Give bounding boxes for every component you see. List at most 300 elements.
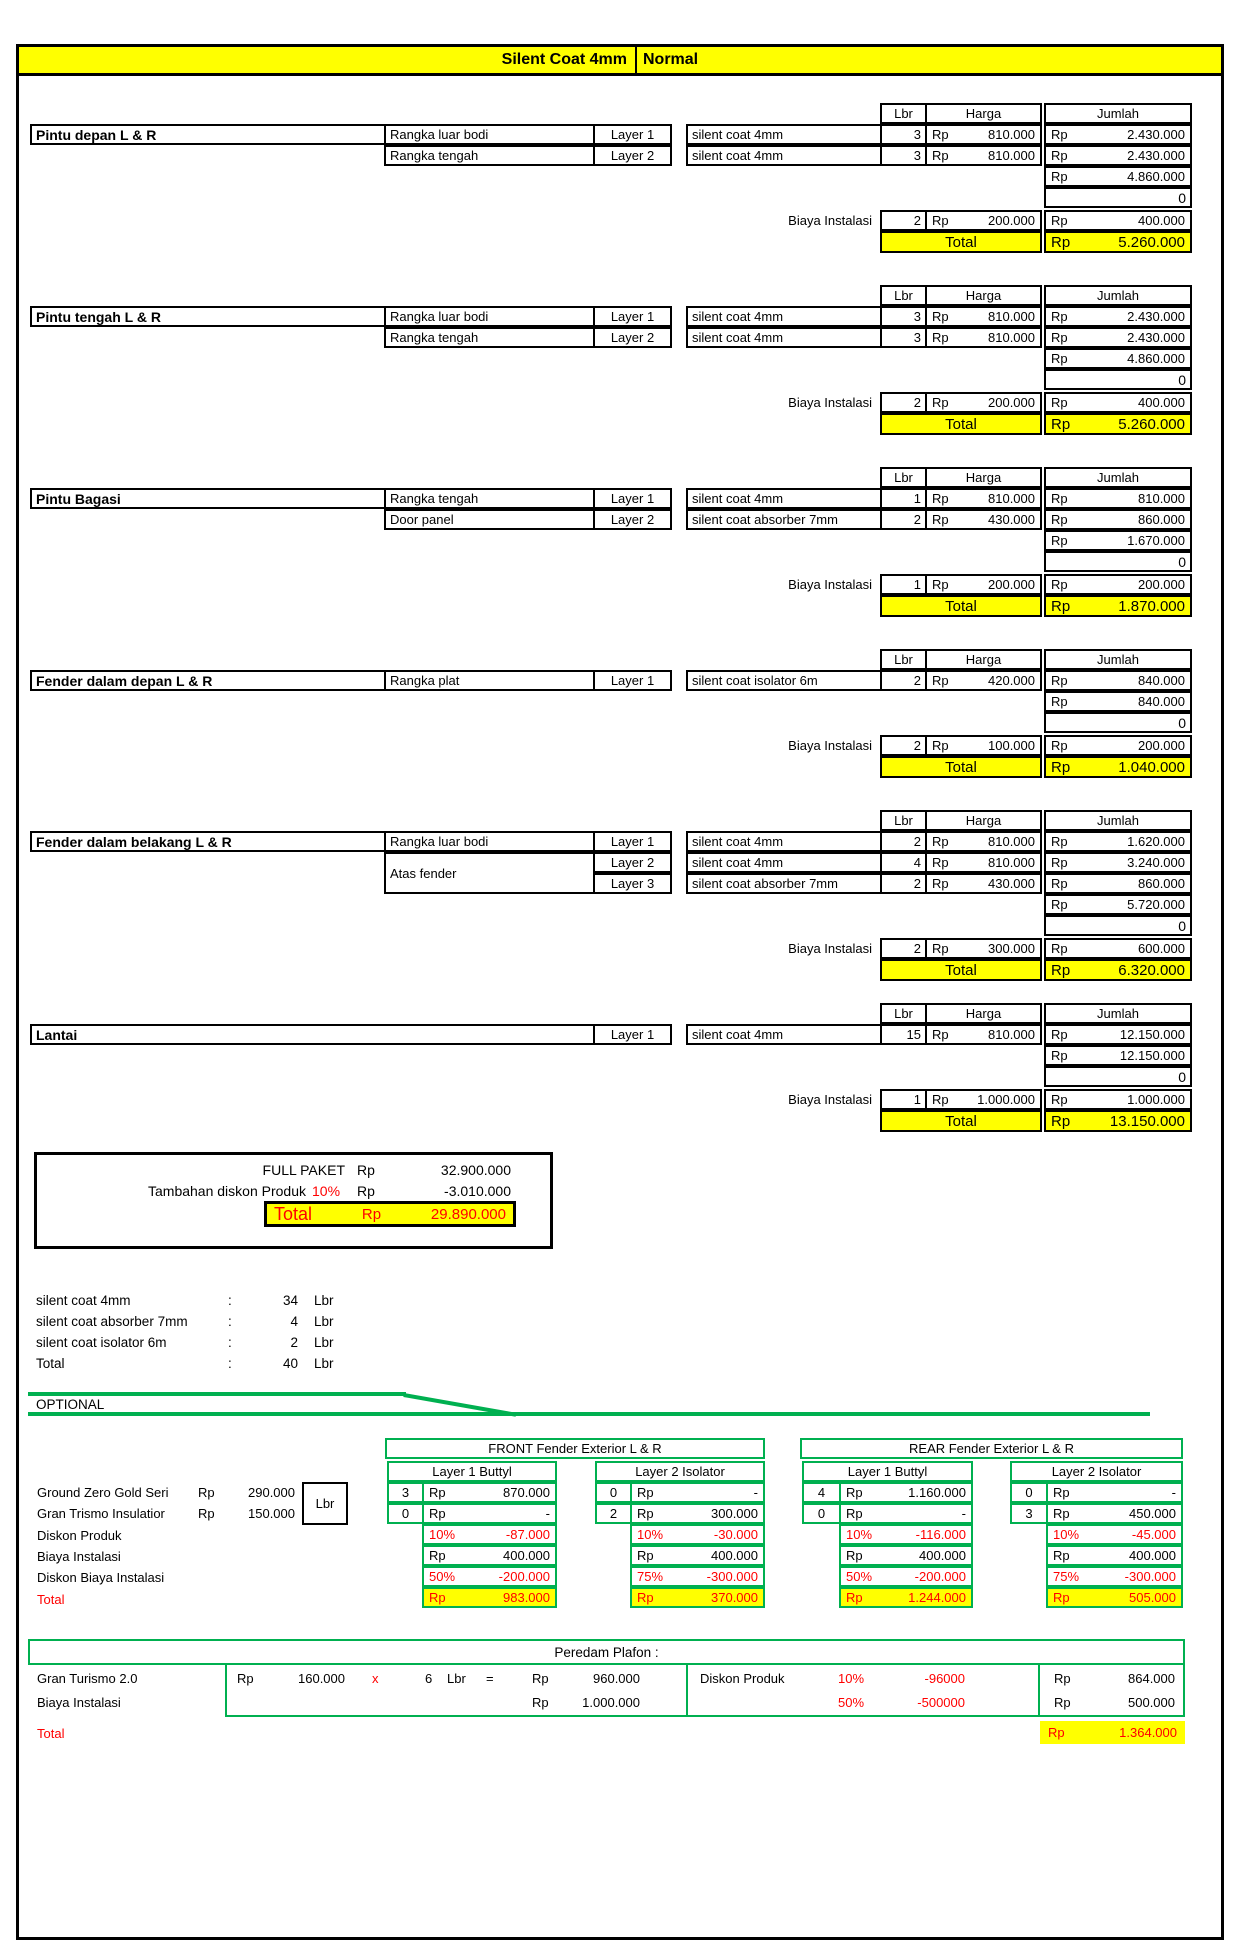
optional-column-total-cell <box>1046 1587 1183 1608</box>
plafon-currency: Rp <box>532 1694 549 1710</box>
currency-prefix: Rp <box>1051 1112 1071 1130</box>
material-qty: 2 <box>290 1335 298 1350</box>
amount-value: 200.000 <box>1138 738 1185 753</box>
plafon-multiply-sign: x <box>372 1670 379 1686</box>
item-name-cell: silent coat 4mm <box>686 124 882 145</box>
item-name-cell: silent coat isolator 6m <box>686 670 882 691</box>
currency-prefix: Rp <box>932 876 949 891</box>
section-name: Pintu depan L & R <box>30 124 386 145</box>
material-name: silent coat 4mm <box>36 1293 131 1308</box>
column-header-lbr: Lbr <box>880 649 927 670</box>
currency-prefix: Rp <box>637 1506 654 1521</box>
install-price-cell <box>925 1089 1042 1110</box>
column-header-jumlah: Jumlah <box>1044 285 1192 306</box>
layer-cell: Layer 1 <box>593 124 672 145</box>
plafon-total-value: 1.364.000 <box>1119 1725 1177 1740</box>
currency-prefix: 50% <box>429 1569 456 1584</box>
currency-prefix: 50% <box>846 1569 873 1584</box>
amount-value: 370.000 <box>711 1590 758 1605</box>
amount-value: 505.000 <box>1129 1590 1176 1605</box>
currency-prefix: 75% <box>637 1569 664 1584</box>
amount-value: 300.000 <box>711 1506 758 1521</box>
qty-cell: 2 <box>880 873 927 894</box>
plafon-install-final: 500.000 <box>1128 1694 1175 1710</box>
currency-prefix: Rp <box>1051 673 1068 688</box>
subtotal-cell <box>1044 530 1192 551</box>
column-header-harga: Harga <box>925 285 1042 306</box>
optional-item-price: 150.000 <box>248 1506 295 1521</box>
currency-prefix: Rp <box>932 738 949 753</box>
amount-value: - <box>753 1485 758 1500</box>
layer-cell: Layer 1 <box>593 831 672 852</box>
amount-cell <box>1044 670 1192 691</box>
qty-cell: 3 <box>880 124 927 145</box>
install-label: Biaya Instalasi <box>788 395 872 410</box>
optional-value-cell <box>1046 1545 1183 1566</box>
amount-value: -300.000 <box>706 1569 758 1584</box>
subtotal-cell <box>1044 691 1192 712</box>
install-label: Biaya Instalasi <box>788 738 872 753</box>
amount-value: 4.860.000 <box>1127 169 1185 184</box>
currency-prefix: Rp <box>1051 1048 1068 1063</box>
currency-prefix: Rp <box>429 1506 446 1521</box>
zero-cell: 0 <box>1044 712 1192 733</box>
amount-value: -116.000 <box>915 1527 966 1542</box>
subtotal-cell <box>1044 166 1192 187</box>
optional-value-cell <box>839 1545 973 1566</box>
amount-value: - <box>545 1506 550 1521</box>
amount-value: 1.244.000 <box>908 1590 966 1605</box>
column-header-harga: Harga <box>925 1003 1042 1024</box>
material-row <box>36 1290 334 1311</box>
install-amount-cell <box>1044 938 1192 959</box>
install-price-cell <box>925 392 1042 413</box>
optional-column-total-cell <box>630 1587 765 1608</box>
amount-value: 5.260.000 <box>1118 415 1185 433</box>
amount-value: 1.870.000 <box>1118 597 1185 615</box>
install-price-cell <box>925 735 1042 756</box>
column-header-jumlah: Jumlah <box>1044 467 1192 488</box>
price-cell <box>925 852 1042 873</box>
amount-value: 200.000 <box>1138 577 1185 592</box>
item-name-cell: silent coat 4mm <box>686 327 882 348</box>
section-name: Fender dalam depan L & R <box>30 670 386 691</box>
amount-value: 810.000 <box>988 330 1035 345</box>
material-colon: : <box>228 1293 232 1308</box>
currency-prefix: 75% <box>1053 1569 1080 1584</box>
plafon-currency: Rp <box>1054 1670 1071 1686</box>
layer-cell: Layer 2 <box>593 852 672 873</box>
price-cell <box>925 327 1042 348</box>
currency-prefix: Rp <box>1051 941 1068 956</box>
amount-value: 12.150.000 <box>1119 1048 1185 1063</box>
part-name-cell: Atas fender <box>384 852 595 894</box>
section-total-amount <box>1044 231 1192 253</box>
material-colon: : <box>228 1356 232 1371</box>
currency-prefix: Rp <box>1051 169 1068 184</box>
currency-prefix: Rp <box>932 941 949 956</box>
column-header-lbr: Lbr <box>880 810 927 831</box>
optional-value-cell <box>422 1545 557 1566</box>
amount-value: -30.000 <box>713 1527 758 1542</box>
amount-value: 810.000 <box>988 148 1035 163</box>
grand-total-box <box>264 1201 516 1227</box>
currency-prefix: Rp <box>1051 395 1068 410</box>
amount-value: -45.000 <box>1131 1527 1176 1542</box>
currency-prefix: Rp <box>932 577 949 592</box>
zero-cell: 0 <box>1044 551 1192 572</box>
subtotal-cell <box>1044 348 1192 369</box>
material-unit: Lbr <box>314 1293 334 1308</box>
part-name-cell: Rangka tengah <box>384 145 595 166</box>
optional-value-cell <box>839 1482 973 1503</box>
amount-value: 5.720.000 <box>1127 897 1185 912</box>
plafon-currency: Rp <box>532 1670 549 1686</box>
currency-prefix: Rp <box>932 213 949 228</box>
currency-prefix: Rp <box>1051 309 1068 324</box>
currency-prefix: Rp <box>429 1485 446 1500</box>
column-header-harga: Harga <box>925 467 1042 488</box>
amount-value: 4.860.000 <box>1127 351 1185 366</box>
install-amount-cell <box>1044 392 1192 413</box>
currency-prefix: 10% <box>846 1527 873 1542</box>
optional-value-cell <box>839 1524 973 1545</box>
section-total-label: Total <box>880 959 1042 981</box>
amount-value: 300.000 <box>988 941 1035 956</box>
currency-prefix: Rp <box>1051 758 1071 776</box>
qty-cell: 2 <box>880 670 927 691</box>
amount-value: 400.000 <box>1138 213 1185 228</box>
amount-value: 983.000 <box>503 1590 550 1605</box>
currency-prefix: Rp <box>1051 127 1068 142</box>
currency-prefix: 10% <box>1053 1527 1080 1542</box>
currency-prefix: Rp <box>1051 876 1068 891</box>
section-name: Lantai <box>30 1024 595 1045</box>
plafon-title: Peredam Plafon : <box>28 1639 1185 1665</box>
column-header-jumlah: Jumlah <box>1044 1003 1192 1024</box>
install-label: Biaya Instalasi <box>788 213 872 228</box>
material-qty: 34 <box>282 1293 298 1308</box>
layer-column-title: Layer 1 Buttyl <box>387 1461 557 1482</box>
section-total-label: Total <box>880 756 1042 778</box>
amount-value: 1.670.000 <box>1127 533 1185 548</box>
currency-prefix: Rp <box>1051 694 1068 709</box>
currency-prefix: Rp <box>1051 351 1068 366</box>
plafon-item-label: Gran Turismo 2.0 <box>37 1670 138 1686</box>
item-name-cell: silent coat 4mm <box>686 831 882 852</box>
install-qty-cell: 1 <box>880 574 927 595</box>
amount-value: -200.000 <box>914 1569 966 1584</box>
install-label: Biaya Instalasi <box>788 941 872 956</box>
currency-prefix: Rp <box>1053 1506 1070 1521</box>
currency-prefix: 10% <box>429 1527 456 1542</box>
currency-prefix: Rp <box>1051 597 1071 615</box>
amount-value: 420.000 <box>988 673 1035 688</box>
plafon-discount-percent: 10% <box>838 1670 865 1686</box>
material-qty: 4 <box>290 1314 298 1329</box>
amount-value: 200.000 <box>988 577 1035 592</box>
section-total-label: Total <box>880 595 1042 617</box>
amount-value: -200.000 <box>498 1569 550 1584</box>
optional-item-currency: Rp <box>198 1506 215 1521</box>
column-header-lbr: Lbr <box>880 103 927 124</box>
amount-value: 810.000 <box>1138 491 1185 506</box>
amount-value: 450.000 <box>1129 1506 1176 1521</box>
optional-column-total-cell <box>839 1587 973 1608</box>
discount-label: Tambahan diskon Produk <box>148 1183 306 1199</box>
fender-table-title: FRONT Fender Exterior L & R <box>385 1438 765 1459</box>
material-row <box>36 1311 334 1332</box>
currency-prefix: Rp <box>1051 1027 1068 1042</box>
plafon-total-currency: Rp <box>1048 1725 1065 1740</box>
amount-value: 200.000 <box>988 395 1035 410</box>
price-cell <box>925 873 1042 894</box>
material-unit: Lbr <box>314 1356 334 1371</box>
currency-prefix: Rp <box>1051 1092 1068 1107</box>
zero-cell: 0 <box>1044 187 1192 208</box>
section-total-amount <box>1044 959 1192 981</box>
currency-prefix: Rp <box>932 673 949 688</box>
amount-value: 1.000.000 <box>977 1092 1035 1107</box>
amount-value: 430.000 <box>988 876 1035 891</box>
section-total-amount <box>1044 413 1192 435</box>
qty-cell: 4 <box>880 852 927 873</box>
section-total-amount <box>1044 595 1192 617</box>
grand-total-label: Total <box>274 1203 313 1224</box>
part-name-cell: Rangka plat <box>384 670 595 691</box>
optional-row-label: Biaya Instalasi <box>37 1549 121 1564</box>
layer-cell: Layer 1 <box>593 670 672 691</box>
section-total-label: Total <box>880 231 1042 253</box>
amount-value: 430.000 <box>988 512 1035 527</box>
amount-value: 400.000 <box>1129 1548 1176 1563</box>
optional-value-cell <box>1046 1524 1183 1545</box>
amount-value: - <box>961 1506 966 1521</box>
plafon-install-discount-percent: 50% <box>838 1694 865 1710</box>
layer-column-title: Layer 2 Isolator <box>595 1461 765 1482</box>
install-price-cell <box>925 938 1042 959</box>
plafon-install-label: Biaya Instalasi <box>37 1694 121 1710</box>
amount-value: 1.620.000 <box>1127 834 1185 849</box>
optional-value-cell <box>630 1545 765 1566</box>
qty-cell: 2 <box>880 831 927 852</box>
currency-prefix: Rp <box>429 1548 446 1563</box>
qty-cell: 15 <box>880 1024 927 1045</box>
qty-cell: 3 <box>880 327 927 348</box>
column-header-jumlah: Jumlah <box>1044 810 1192 831</box>
column-header-lbr: Lbr <box>880 467 927 488</box>
currency-prefix: Rp <box>1051 148 1068 163</box>
currency-prefix: Rp <box>1053 1485 1070 1500</box>
material-name: Total <box>36 1356 65 1371</box>
optional-tab-label: OPTIONAL <box>36 1397 105 1412</box>
currency-prefix: Rp <box>637 1485 654 1500</box>
amount-value: 100.000 <box>988 738 1035 753</box>
optional-qty-cell: 0 <box>1010 1482 1048 1503</box>
item-name-cell: silent coat 4mm <box>686 488 882 509</box>
part-name-cell: Rangka luar bodi <box>384 306 595 327</box>
currency-prefix: Rp <box>1051 213 1068 228</box>
plafon-install-discount-value: -500000 <box>917 1694 965 1710</box>
column-header-harga: Harga <box>925 649 1042 670</box>
amount-value: 860.000 <box>1138 876 1185 891</box>
amount-value: 6.320.000 <box>1118 961 1185 979</box>
currency-prefix: Rp <box>1051 491 1068 506</box>
column-header-lbr: Lbr <box>880 285 927 306</box>
optional-value-cell <box>630 1482 765 1503</box>
install-amount-cell <box>1044 574 1192 595</box>
install-price-cell <box>925 574 1042 595</box>
currency-prefix: Rp <box>1051 330 1068 345</box>
column-header-jumlah: Jumlah <box>1044 103 1192 124</box>
optional-value-cell <box>1046 1503 1183 1524</box>
plafon-price: 160.000 <box>298 1670 345 1686</box>
item-name-cell: silent coat absorber 7mm <box>686 873 882 894</box>
qty-cell: 2 <box>880 509 927 530</box>
part-name-cell: Rangka luar bodi <box>384 831 595 852</box>
plafon-currency: Rp <box>237 1670 254 1686</box>
currency-prefix: Rp <box>932 1092 949 1107</box>
currency-prefix: Rp <box>1051 897 1068 912</box>
amount-value: 400.000 <box>503 1548 550 1563</box>
install-qty-cell: 2 <box>880 210 927 231</box>
amount-cell <box>1044 1024 1192 1045</box>
amount-cell <box>1044 145 1192 166</box>
optional-value-cell <box>630 1503 765 1524</box>
amount-value: 810.000 <box>988 309 1035 324</box>
amount-value: 1.000.000 <box>1127 1092 1185 1107</box>
install-qty-cell: 2 <box>880 392 927 413</box>
plafon-qty: 6 <box>425 1670 433 1686</box>
amount-value: -300.000 <box>1124 1569 1176 1584</box>
currency-prefix: Rp <box>1051 834 1068 849</box>
currency-prefix: Rp <box>637 1548 654 1563</box>
amount-value: 600.000 <box>1138 941 1185 956</box>
currency-prefix: Rp <box>1053 1590 1070 1605</box>
amount-value: 860.000 <box>1138 512 1185 527</box>
optional-value-cell <box>630 1524 765 1545</box>
amount-cell <box>1044 873 1192 894</box>
material-total-row <box>36 1353 334 1374</box>
section-total-amount <box>1044 756 1192 778</box>
qty-cell: 1 <box>880 488 927 509</box>
amount-value: 2.430.000 <box>1127 127 1185 142</box>
currency-prefix: Rp <box>1053 1548 1070 1563</box>
currency-prefix: Rp <box>429 1590 446 1605</box>
discount-percent: 10% <box>312 1183 341 1199</box>
amount-value: - <box>1171 1485 1176 1500</box>
plafon-total-label: Total <box>37 1725 65 1741</box>
part-name-cell: Rangka tengah <box>384 488 595 509</box>
optional-qty-cell: 3 <box>387 1482 424 1503</box>
optional-qty-cell: 0 <box>802 1503 841 1524</box>
currency-prefix: Rp <box>1051 577 1068 592</box>
amount-value: 5.260.000 <box>1118 233 1185 251</box>
price-cell <box>925 831 1042 852</box>
column-header-jumlah: Jumlah <box>1044 649 1192 670</box>
qty-cell: 3 <box>880 306 927 327</box>
currency-prefix: Rp <box>846 1590 863 1605</box>
zero-cell: 0 <box>1044 369 1192 390</box>
currency-prefix: Rp <box>932 127 949 142</box>
item-name-cell: silent coat absorber 7mm <box>686 509 882 530</box>
section-name: Pintu tengah L & R <box>30 306 386 327</box>
subtotal-cell <box>1044 1045 1192 1066</box>
lbr-unit-box: Lbr <box>302 1482 348 1525</box>
item-name-cell: silent coat 4mm <box>686 852 882 873</box>
amount-value: 2.430.000 <box>1127 309 1185 324</box>
column-header-harga: Harga <box>925 103 1042 124</box>
amount-value: 400.000 <box>919 1548 966 1563</box>
price-cell <box>925 124 1042 145</box>
plafon-discount-value: -96000 <box>924 1670 965 1686</box>
zero-cell: 0 <box>1044 915 1192 936</box>
layer-cell: Layer 3 <box>593 873 672 894</box>
amount-value: 200.000 <box>988 213 1035 228</box>
install-qty-cell: 2 <box>880 735 927 756</box>
install-qty-cell: 1 <box>880 1089 927 1110</box>
currency-prefix: Rp <box>846 1548 863 1563</box>
currency-prefix: Rp <box>846 1485 863 1500</box>
optional-value-cell <box>422 1503 557 1524</box>
subtotal-cell <box>1044 894 1192 915</box>
fender-table-title: REAR Fender Exterior L & R <box>800 1438 1183 1459</box>
optional-item-price: 290.000 <box>248 1485 295 1500</box>
optional-qty-cell: 2 <box>595 1503 632 1524</box>
amount-value: 870.000 <box>503 1485 550 1500</box>
amount-value: 12.150.000 <box>1119 1027 1185 1042</box>
amount-value: 810.000 <box>988 127 1035 142</box>
material-name: silent coat isolator 6m <box>36 1335 167 1350</box>
currency-prefix: Rp <box>932 1027 949 1042</box>
optional-value-cell <box>422 1482 557 1503</box>
install-qty-cell: 2 <box>880 938 927 959</box>
currency-prefix: Rp <box>1051 533 1068 548</box>
item-name-cell: silent coat 4mm <box>686 1024 882 1045</box>
section-total-amount <box>1044 1110 1192 1132</box>
zero-cell: 0 <box>1044 1066 1192 1087</box>
material-row <box>36 1332 334 1353</box>
section-name: Pintu Bagasi <box>30 488 386 509</box>
optional-item-label: Ground Zero Gold Seri <box>37 1485 169 1500</box>
optional-row-label: Diskon Produk <box>37 1528 122 1543</box>
optional-qty-cell: 0 <box>595 1482 632 1503</box>
amount-cell <box>1044 124 1192 145</box>
currency-prefix: 10% <box>637 1527 664 1542</box>
currency-prefix: Rp <box>932 309 949 324</box>
discount-amount: -3.010.000 <box>444 1183 511 1199</box>
install-amount-cell <box>1044 1089 1192 1110</box>
grand-total-currency: Rp <box>361 1205 382 1223</box>
material-colon: : <box>228 1314 232 1329</box>
layer-cell: Layer 2 <box>593 327 672 348</box>
amount-value: 400.000 <box>1138 395 1185 410</box>
plafon-amount: 960.000 <box>593 1670 640 1686</box>
layer-cell: Layer 2 <box>593 509 672 530</box>
price-cell <box>925 509 1042 530</box>
currency-prefix: Rp <box>932 855 949 870</box>
column-header-lbr: Lbr <box>880 1003 927 1024</box>
material-qty: 40 <box>282 1356 298 1371</box>
install-label: Biaya Instalasi <box>788 577 872 592</box>
currency-prefix: Rp <box>1051 738 1068 753</box>
currency-prefix: Rp <box>1051 512 1068 527</box>
amount-value: 2.430.000 <box>1127 330 1185 345</box>
amount-value: 400.000 <box>711 1548 758 1563</box>
optional-tab-bottom-line <box>28 1412 1150 1416</box>
plafon-discount-label: Diskon Produk <box>700 1670 785 1686</box>
grand-total-amount: 29.890.000 <box>430 1205 506 1223</box>
